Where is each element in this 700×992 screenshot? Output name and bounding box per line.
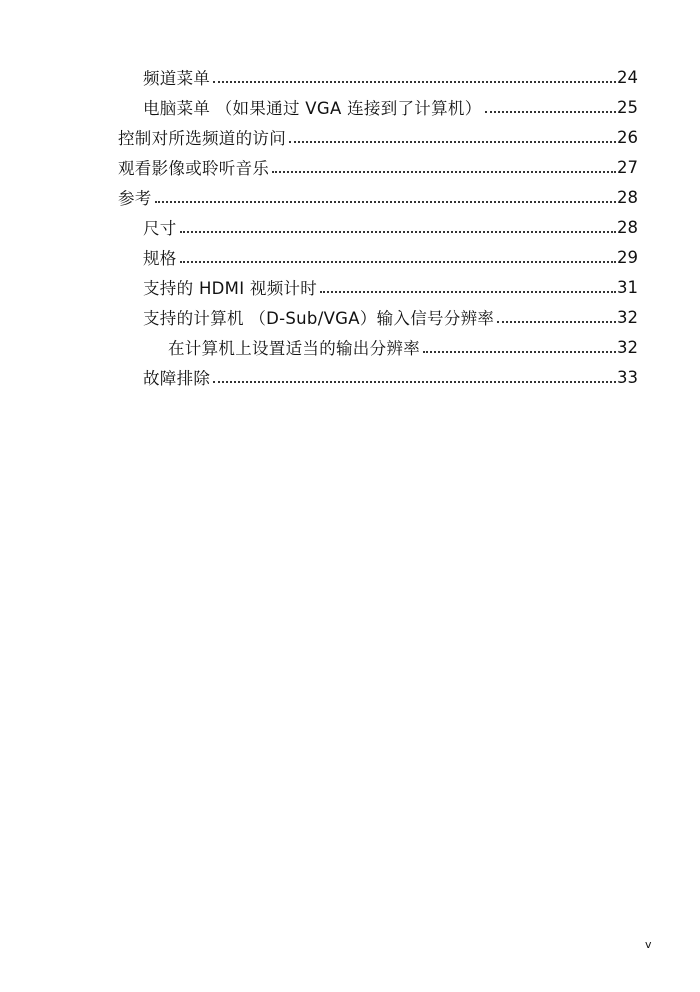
toc-entry-page: 29 bbox=[617, 247, 638, 267]
dot-leader bbox=[272, 170, 616, 173]
toc-entry-page: 25 bbox=[617, 97, 638, 117]
toc-entry-page: 32 bbox=[617, 337, 638, 357]
toc-entry-page: 28 bbox=[617, 217, 638, 237]
dot-leader bbox=[180, 260, 616, 263]
toc-entry-title: 参考 bbox=[118, 189, 152, 208]
toc-entry-page: 27 bbox=[617, 157, 638, 177]
toc-entry-reference[interactable] bbox=[0, 182, 700, 212]
dot-leader bbox=[213, 80, 616, 83]
toc-entry-title: 控制对所选频道的访问 bbox=[118, 129, 286, 148]
dot-leader bbox=[180, 230, 616, 233]
toc-entry-output-resolution[interactable] bbox=[0, 332, 700, 362]
toc-entry-channel-access[interactable] bbox=[0, 122, 700, 152]
toc-entry-dimensions[interactable] bbox=[0, 212, 700, 242]
toc-entry-title: 规格 bbox=[143, 249, 177, 268]
toc-entry-page: 31 bbox=[617, 277, 638, 297]
toc-entry-hdmi-timing[interactable] bbox=[0, 272, 700, 302]
dot-leader bbox=[289, 140, 616, 143]
toc-entry-page: 32 bbox=[617, 307, 638, 327]
toc-entry-title: 支持的计算机 （D-Sub/VGA）输入信号分辨率 bbox=[143, 309, 495, 328]
dot-leader bbox=[155, 200, 616, 203]
dot-leader bbox=[213, 380, 616, 383]
toc-entry-specifications[interactable] bbox=[0, 242, 700, 272]
toc-entry-title: 观看影像或聆听音乐 bbox=[118, 159, 270, 178]
toc-entry-media[interactable] bbox=[0, 152, 700, 182]
toc-entry-title: 电脑菜单 （如果通过 VGA 连接到了计算机） bbox=[143, 99, 482, 118]
dot-leader bbox=[485, 110, 617, 113]
toc-entry-page: 28 bbox=[617, 187, 638, 207]
toc-entry-pc-resolution[interactable] bbox=[0, 302, 700, 332]
page-number: v bbox=[645, 938, 652, 951]
toc-entry-title: 故障排除 bbox=[143, 369, 211, 388]
dot-leader bbox=[423, 350, 616, 353]
toc-entry-title: 频道菜单 bbox=[143, 69, 211, 88]
toc-entry-title: 尺寸 bbox=[143, 219, 177, 238]
toc-entry-page: 26 bbox=[617, 127, 638, 147]
toc-entry-channel-menu[interactable] bbox=[0, 62, 700, 92]
toc-entry-title: 支持的 HDMI 视频计时 bbox=[143, 279, 318, 298]
toc-entry-page: 33 bbox=[617, 367, 638, 387]
table-of-contents bbox=[0, 62, 700, 392]
toc-entry-troubleshooting[interactable] bbox=[0, 362, 700, 392]
toc-entry-pc-menu[interactable] bbox=[0, 92, 700, 122]
dot-leader bbox=[497, 320, 616, 323]
dot-leader bbox=[320, 290, 616, 293]
toc-entry-page: 24 bbox=[617, 67, 638, 87]
toc-entry-title: 在计算机上设置适当的输出分辨率 bbox=[168, 339, 420, 358]
